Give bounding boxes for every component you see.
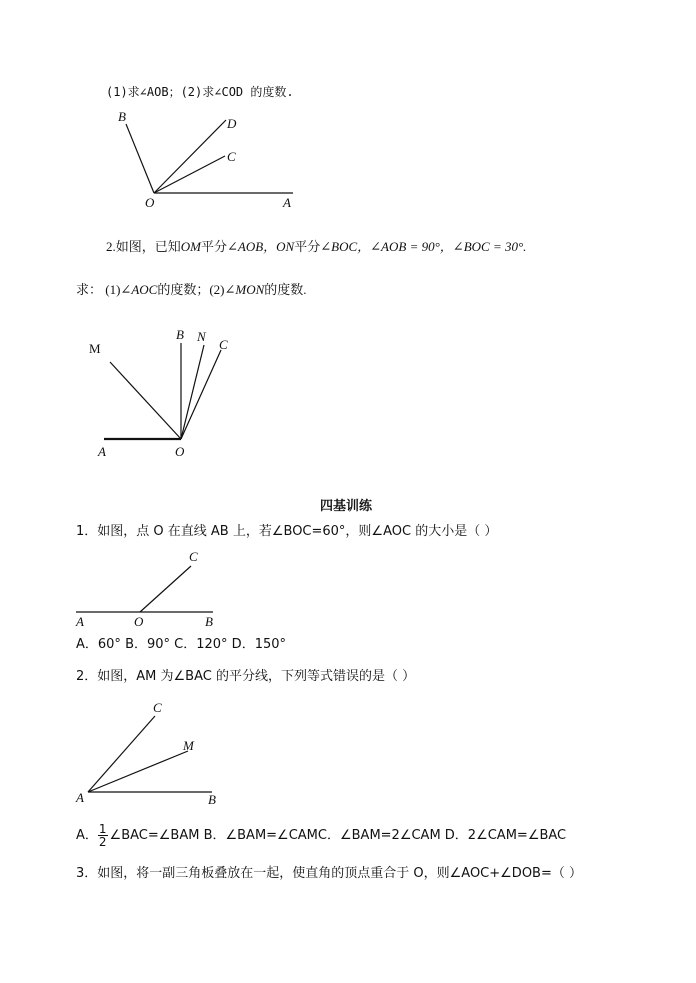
- fraction-numerator: 1: [98, 822, 107, 836]
- e3-question: 3．如图，将一副三角板叠放在一起，使直角的顶点重合于 O，则∠AOC+∠DOB=（ ）: [76, 866, 582, 881]
- label-b-3: B: [205, 614, 213, 629]
- q2-om: OM: [180, 239, 201, 254]
- label-o-3: O: [134, 614, 144, 629]
- ray-am-4: [88, 751, 188, 792]
- label-o: O: [145, 195, 155, 210]
- prev-question-line: (1)求∠AOB；(2)求∠COD 的度数.: [106, 85, 294, 99]
- label-o-2: O: [175, 444, 185, 459]
- label-b-2: B: [176, 327, 184, 342]
- q2-aob: ∠AOB，: [227, 239, 277, 254]
- label-a: A: [283, 195, 291, 210]
- label-c-3: C: [189, 549, 198, 564]
- label-b: B: [118, 109, 126, 124]
- q2-mon: ∠MON: [224, 282, 265, 297]
- e1-question: 1．如图，点 O 在直线 AB 上，若∠BOC=60°，则∠AOC 的大小是（ ）: [76, 524, 498, 539]
- q2-ask-prefix: 求： (1): [76, 282, 121, 297]
- label-c-4: C: [153, 700, 162, 715]
- q2-eq1: ∠AOB = 90°，: [370, 239, 453, 254]
- label-a-3: A: [76, 614, 84, 629]
- e1-options: A．60° B．90° C．120° D．150°: [76, 637, 287, 652]
- ray-ac-4: [88, 716, 155, 792]
- q2-bisect-2: 平分: [294, 239, 321, 254]
- fraction-denominator: 2: [98, 835, 107, 849]
- label-m-4: M: [183, 738, 194, 753]
- e2-options-rest: ∠BAC=∠BAM B．∠BAM=∠CAMC．∠BAM=2∠CAM D．2∠CAM=∠BAC: [109, 828, 567, 843]
- label-b-4: B: [208, 792, 216, 807]
- fraction-one-half: [98, 823, 108, 848]
- e2-question: 2．如图，AM 为∠BAC 的平分线，下列等式错误的是（ ）: [76, 669, 416, 684]
- q2-aoc: ∠AOC: [120, 282, 158, 297]
- q2-prefix: 2.如图，已知: [106, 239, 181, 254]
- q2-bisect-1: 平分: [200, 239, 227, 254]
- label-n: N: [197, 329, 206, 344]
- label-d: D: [227, 116, 237, 131]
- q2-eq2: ∠BOC = 30°.: [452, 239, 527, 254]
- q2-ask-suffix: 的度数.: [264, 282, 307, 297]
- section-title: 四基训练: [320, 499, 373, 514]
- label-c-2: C: [219, 337, 228, 352]
- e2-options: [76, 820, 566, 852]
- q2-on: ON: [276, 239, 295, 254]
- label-c: C: [227, 149, 236, 164]
- e2-option-a-prefix: A．: [76, 828, 98, 843]
- label-a-4: A: [76, 790, 84, 805]
- q2-boc: ∠BOC，: [320, 239, 371, 254]
- label-a-2: A: [98, 444, 106, 459]
- label-m: M: [89, 341, 101, 356]
- q2-ask-mid: 的度数；(2): [157, 282, 225, 297]
